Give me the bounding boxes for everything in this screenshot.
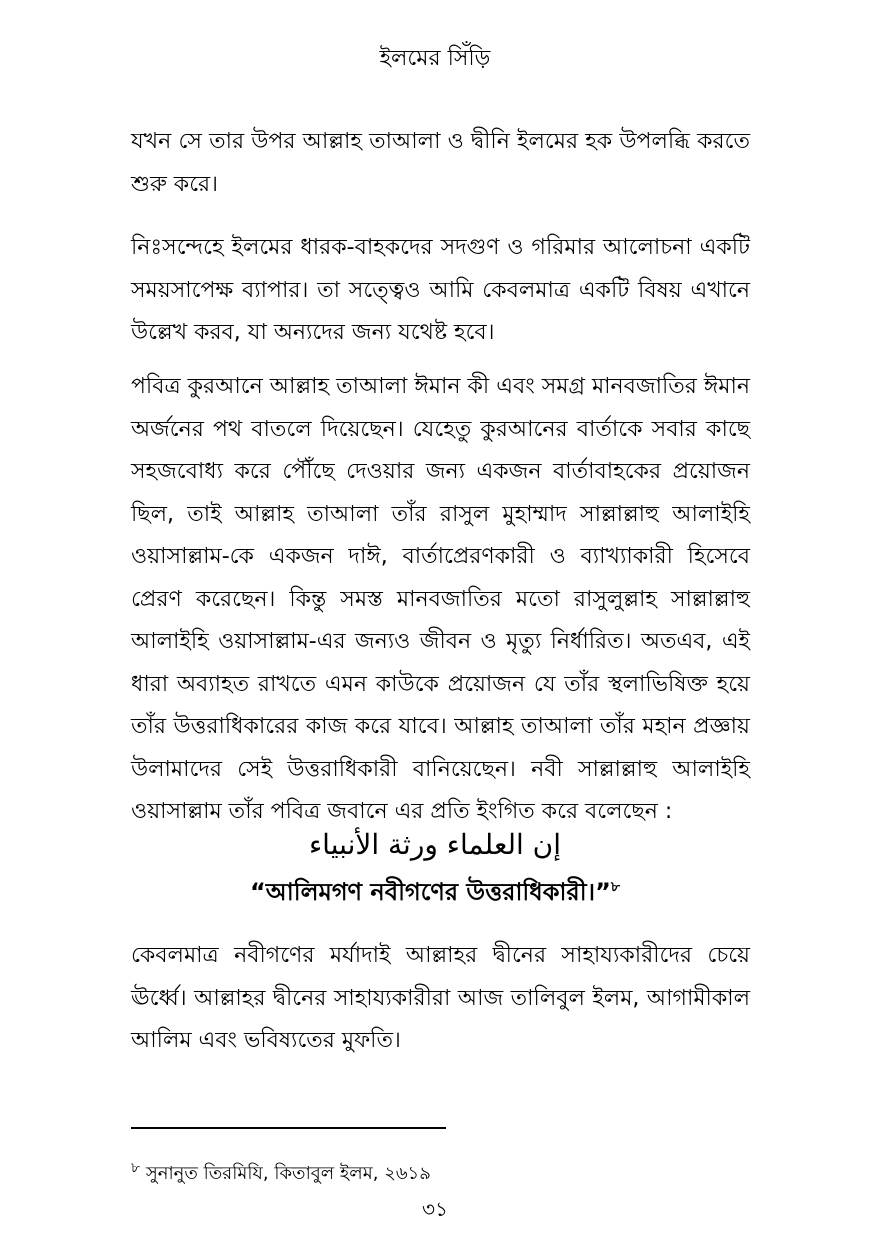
running-header: ইলমের সিঁড়ি [379, 46, 491, 71]
paragraph-2: নিঃসন্দেহে ইলমের ধারক-বাহকদের সদগুণ ও গরিমার আলোচনা একটি সময়সাপেক্ষ ব্যাপার। তা সত্ত্বেও আমি কেবলমাত্র একটি বিষয় এখানে উল্লেখ করব, যা অন্যদের জন্য যথেষ্ট হবে। [131, 235, 750, 345]
footnote-reference-marker[interactable]: ৮ [610, 879, 621, 895]
page-number: ৩১ [422, 1197, 448, 1221]
paragraph-4: কেবলমাত্র নবীগণের মর্যাদাই আল্লাহর দ্বীনের সাহায্যকারীদের চেয়ে ঊর্ধ্বে। আল্লাহর দ্বীনের সাহায্যকারীরা আজ তালিবুল ইলম, আগামীকাল আলিম এবং ভবিষ্যতের মুফতি। [131, 943, 750, 1053]
arabic-hadith-quote: إن العلماء ورثة الأنبياء [309, 828, 561, 861]
hadith-translation-text: “আলিমগণ নবীগণের উত্তরাধিকারী।” [249, 878, 611, 906]
paragraph-3: পবিত্র কুরআনে আল্লাহ তাআলা ঈমান কী এবং সমগ্র মানবজাতির ঈমান অর্জনের পথ বাতলে দিয়েছেন। যেহেতু কুরআনের বার্তাকে সবার কাছে সহজবোধ্য করে পৌঁছে দেওয়ার জন্য একজন বার্তাবাহকের প্রয়োজন ছিল, তাই আল্লাহ তাআলা তাঁর রাসুল মুহাম্মাদ সাল্লাল্লাহু আলাইহি ওয়াসাল্লাম-কে একজন দাঈ, বার্তাপ্রেরণকারী ও ব্যাখ্যাকারী হিসেবে প্রেরণ করেছেন। কিন্তু সমস্ত মানবজাতির মতো রাসুলুল্লাহ সাল্লাল্লাহু আলাইহি ওয়াসাল্লাম-এর জন্যও জীবন ও মৃত্যু নির্ধারিত। অতএব, এই ধারা অব্যাহত রাখতে এমন কাউকে প্রয়োজন যে তাঁর স্থলাভিষিক্ত হয়ে তাঁর উত্তরাধিকারের কাজ করে যাবে। আল্লাহ তাআলা তাঁর মহান প্রজ্ঞায় উলামাদের সেই উত্তরাধিকারী বানিয়েছেন। নবী সাল্লাল্লাহু আলাইহি ওয়াসাল্লাম তাঁর পবিত্র জবানে এর প্রতি ইংগিত করে বলেছেন : [131, 374, 750, 824]
hadith-translation [0, 872, 870, 912]
footnote-marker: ৮ [131, 1160, 141, 1176]
footnote-separator [131, 1127, 446, 1129]
footnote [131, 1160, 750, 1188]
paragraph-1: যখন সে তার উপর আল্লাহ তাআলা ও দ্বীনি ইলমের হক উপলব্ধি করতে শুরু করে। [131, 129, 750, 197]
footnote-text: সুনানুত তিরমিযি, কিতাবুল ইলম, ২৬১৯ [145, 1163, 431, 1184]
